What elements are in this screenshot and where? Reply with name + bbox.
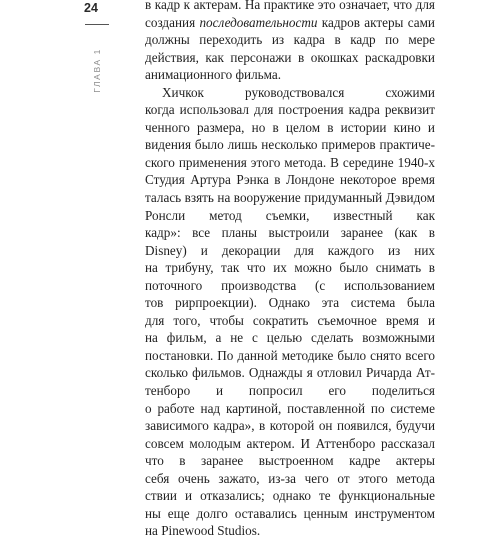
- text-line: о работе над картиной, поставленной по системе: [145, 400, 435, 416]
- text-line: действия, как персонажи в окошках раскадровки: [145, 49, 435, 65]
- text-line: в кадр к актерам. На практике это означает, что для: [145, 0, 435, 12]
- text-line: тенборо и попросил его поделиться: [145, 383, 435, 399]
- text-line: сколько фильмов. Однажды я отловил Ричарда Ат-: [145, 365, 435, 381]
- text-line: ствии и отказались; однако те функциональные: [145, 488, 435, 504]
- text-line: на Pinewood Studios.: [145, 523, 261, 539]
- text-line: Студия Артура Рэнка в Лондоне некоторое время: [145, 172, 435, 188]
- text-line: Disney) и декорации для каждого из них: [145, 242, 435, 258]
- text-line: что в заранее выстроенном кадре актеры: [145, 453, 435, 469]
- emphasis: последовательности: [199, 14, 318, 30]
- text-line: ны еще долго оставались ценным инструментом: [145, 505, 435, 521]
- text-line: поточного производства (с использованием: [145, 277, 435, 293]
- text-line: должны переходить из кадра в кадр по мере: [145, 32, 435, 48]
- text-line: создания последовательности кадров актеры сами: [145, 14, 435, 30]
- text-line: Ронсли метод съемки, известный как: [145, 207, 435, 223]
- text-line: талась взять на вооружение придуманный Дэвидом: [145, 190, 435, 206]
- page-number: 24: [84, 1, 98, 15]
- text-line: себя очень зажато, из-за чего от этого метода: [145, 470, 435, 486]
- text-line: видения было лишь несколько примеров практиче-: [145, 137, 435, 153]
- header-rule: [85, 24, 109, 25]
- chapter-running-head: ГЛАВА 1: [92, 48, 102, 93]
- text-line: ского применения этого метода. В середине 1940-х: [145, 154, 435, 170]
- text-line: Хичкок руководствовался схожими: [162, 84, 435, 100]
- text-line: ченного размера, но в целом в истории кино и: [145, 119, 435, 135]
- text-line: на трибуну, так что их можно было снимать в: [145, 260, 435, 276]
- text-line: совсем молодым актером. И Аттенборо рассказал: [145, 435, 435, 451]
- text-line: тов рирпроекции). Однако эта система была: [145, 295, 435, 311]
- text-line: для того, чтобы сократить съемочное время и: [145, 312, 435, 328]
- text-line: анимационного фильма.: [145, 67, 282, 83]
- text-line: кадр»: все планы выстроили заранее (как в: [145, 225, 435, 241]
- text-line: зависимого кадра», в которой он появился, будучи: [145, 418, 435, 434]
- text-line: на фильм, а не с целью сделать возможными: [145, 330, 435, 346]
- text-line: когда использовал для построения кадра реквизит: [145, 102, 435, 118]
- body-text: [145, 0, 435, 540]
- text-line: постановки. По данной методике было снято всего: [145, 347, 435, 363]
